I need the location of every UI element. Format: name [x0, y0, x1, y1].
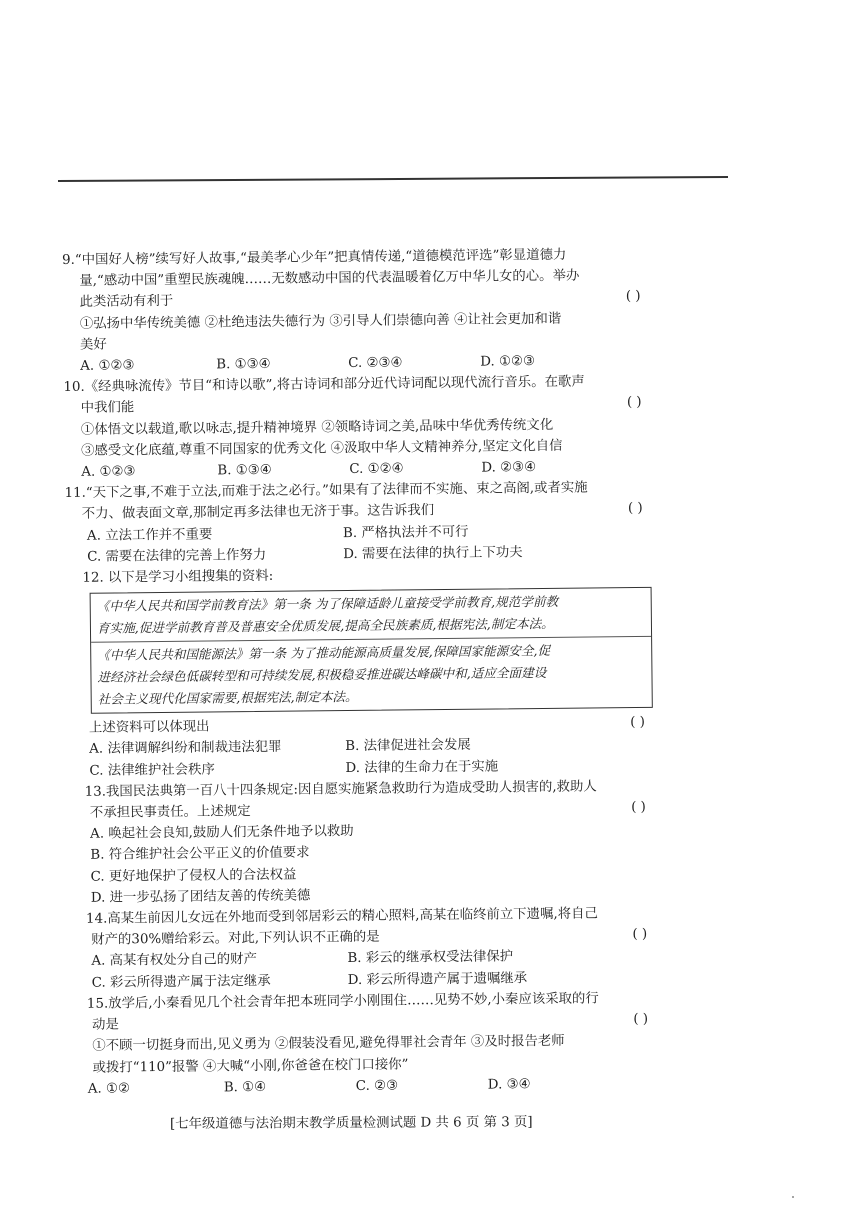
- q9-stem-line-3-text: 此类活动有利于: [79, 294, 174, 311]
- q9-item-line-1: ①弘扬中华传统美德 ②杜绝违法失德行为 ③引导人们崇德向善 ④让社会更加和谐: [79, 311, 562, 332]
- q12-option-a: A. 法律调解纠纷和制裁违法犯罪: [89, 740, 282, 758]
- page-footer: [七年级道德与法治期末教学质量检测试题 D 共 6 页 第 3 页]: [169, 1115, 533, 1132]
- question-13: [68, 776, 669, 909]
- q9-option-a: A. ①②③: [80, 358, 135, 374]
- question-10: [63, 371, 664, 483]
- q9-stem-line-2: 量,“感动中国”重塑民族魂魄……无数感动中国的代表温暖着亿万中华儿女的心。举办: [79, 268, 580, 290]
- q11-option-c: C. 需要在法律的完善上作努力: [87, 547, 267, 565]
- q11-answer-blank: ( ): [627, 501, 643, 517]
- question-15: [70, 988, 671, 1100]
- q12-material-1-line-2: 育实施,促进学前教育普及普惠安全优质发展,提高全民族素质,根据宪法,制定本法。: [96, 616, 554, 636]
- q9-option-b: B. ①③④: [216, 356, 271, 373]
- q15-option-b: B. ①④: [223, 1079, 267, 1096]
- scan-speck: [792, 1196, 794, 1198]
- q14-stem-line-1: 14.高某生前因儿女远在外地而受到邻居彩云的精心照料,高某在临终前立下遗嘱,将自己: [85, 906, 598, 927]
- q10-stem-line-2-text: 中我们能: [80, 400, 135, 417]
- q12-materials-box: [90, 587, 653, 714]
- q14-option-b: B. 彩云的继承权受法律保护: [347, 949, 514, 967]
- q13-stem-line-2-text: 不承担民事责任。上述规定: [89, 804, 251, 821]
- q13-option-d: D. 进一步弘扬了团结友善的传统美德: [90, 888, 311, 906]
- q12-material-2-line-2: 进经济社会绿色低碳转型和可持续发展,积极稳妥推进碳达峰碳中和,适应全面建设: [97, 665, 547, 685]
- q15-option-c: C. ②③: [355, 1078, 399, 1094]
- q14-answer-blank: ( ): [632, 927, 648, 943]
- question-12: [65, 562, 667, 782]
- q15-item-line-1: ①不顾一切挺身而出,见义勇为 ②假装没看见,避免得罪社会青年 ③及时报告老师: [92, 1034, 565, 1055]
- q12-material-2-line-3: 社会主义现代化国家需要,根据宪法,制定本法。: [97, 689, 358, 707]
- q10-item-line-2: ③感受文化底蕴,尊重不同国家的优秀文化 ④汲取中华人文精神养分,坚定文化自信: [81, 438, 563, 459]
- q12-answer-blank: ( ): [630, 715, 646, 731]
- q10-option-c: C. ①②④: [349, 461, 404, 478]
- q11-option-b: B. 严格执法并不可行: [342, 524, 469, 541]
- q13-option-b: B. 符合维护社会公平正义的价值要求: [90, 845, 310, 864]
- q12-option-b: B. 法律促进社会发展: [345, 738, 471, 755]
- q15-stem-line-2-text: 动是: [92, 1017, 119, 1033]
- q12-option-c: C. 法律维护社会秩序: [89, 762, 215, 779]
- q15-answer-blank: ( ): [633, 1011, 649, 1028]
- q9-option-c: C. ②③④: [348, 355, 403, 372]
- q12-material-2: [91, 636, 652, 713]
- q15-option-d: D. ③④: [487, 1076, 531, 1093]
- q11-option-d: D. 需要在法律的执行上下功夫: [343, 545, 523, 562]
- question-14: [69, 903, 670, 994]
- q10-option-b: B. ①③④: [217, 462, 272, 479]
- q13-answer-blank: ( ): [631, 799, 646, 816]
- q14-stem-line-2-text: 财产的30%赠给彩云。对此,下列认识不正确的是: [91, 929, 380, 949]
- q11-stem-line-1: 11.“天下之事,不难于立法,而难于法之必行。”如果有了法律而不实施、束之高阁,或者实施: [64, 480, 588, 502]
- q9-option-d: D. ①②③: [480, 354, 536, 370]
- q11-option-a: A. 立法工作并不重要: [86, 527, 213, 544]
- q10-item-line-1: ①体悟文以载道,歌以咏志,提升精神境界 ②领略诗词之美,品味中华优秀传统文化: [80, 417, 554, 438]
- q12-material-1-line-1: 《中华人民共和国学前教育法》第一条 为了保障适龄儿童接受学前教育,规范学前教: [96, 594, 559, 614]
- q14-option-c: C. 彩云所得遗产属于法定继承: [91, 973, 271, 991]
- page-top-rule: [58, 176, 728, 182]
- q13-stem-line-1: 13.我国民法典第一百八十四条规定:因自愿实施紧急救助行为造成受助人损害的,救助人: [84, 779, 597, 800]
- q12-question-text: 上述资料可以体现出: [88, 719, 210, 736]
- q12-material-1: [91, 588, 651, 642]
- question-11: [64, 477, 665, 568]
- q12-stem: 12. 以下是学习小组搜集的资料:: [82, 568, 274, 586]
- q9-answer-blank: ( ): [625, 289, 641, 305]
- exam-page: [62, 244, 671, 1100]
- q13-option-c: C. 更好地保护了侵权人的合法权益: [90, 867, 297, 885]
- question-9: [62, 244, 663, 377]
- q10-option-a: A. ①②③: [81, 464, 136, 480]
- q9-item-line-2: 美好: [79, 337, 107, 353]
- q12-material-2-line-1: 《中华人民共和国能源法》第一条 为了推动能源高质量发展,保障国家能源安全,促: [97, 643, 551, 663]
- q10-option-d: D. ②③④: [481, 460, 537, 476]
- q13-option-a: A. 唤起社会良知,鼓励人们无条件地予以救助: [90, 824, 354, 843]
- q15-stem-line-1: 15.放学后,小秦看见几个社会青年把本班同学小刚围住……见势不妙,小秦应该采取的行: [86, 991, 599, 1012]
- q14-option-d: D. 彩云所得遗产属于遗嘱继承: [347, 970, 528, 988]
- q15-item-line-2: 或拨打“110”报警 ④大喊“小刚,你爸爸在校门口接你”: [92, 1056, 409, 1076]
- q11-stem-line-2-text: 不力、做表面文章,那制定再多法律也无济于事。这告诉我们: [81, 503, 435, 523]
- q12-option-d: D. 法律的生命力在于实施: [345, 759, 499, 776]
- q10-stem-line-1: 10.《经典咏流传》节目“和诗以歌”,将古诗词和部分近代诗词配以现代流行音乐。在歌声: [63, 374, 585, 396]
- q9-stem-line-1: 9.“中国好人榜”续写好人故事,“最美孝心少年”把真情传递,“道德模范评选”彰显道德力: [62, 247, 567, 268]
- q14-option-a: A. 高某有权处分自己的财产: [91, 952, 258, 970]
- q10-answer-blank: ( ): [626, 395, 642, 411]
- q15-option-a: A. ①②: [87, 1081, 131, 1097]
